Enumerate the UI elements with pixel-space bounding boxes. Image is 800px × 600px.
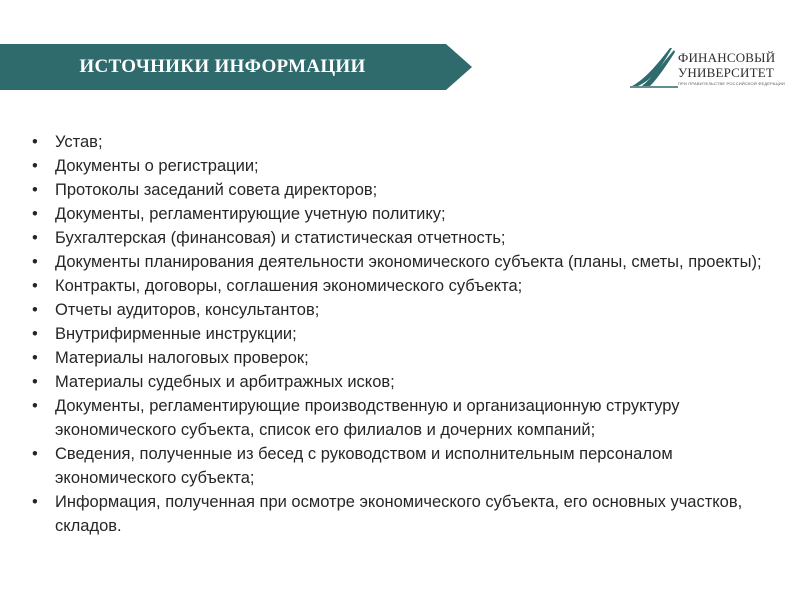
logo-text-line3: ПРИ ПРАВИТЕЛЬСТВЕ РОССИЙСКОЙ ФЕДЕРАЦИИ <box>678 81 785 86</box>
list-item: • Материалы судебных и арбитражных исков; <box>30 370 770 394</box>
list-item: • Внутрифирменные инструкции; <box>30 322 770 346</box>
list-item: • Документы, регламентирующие учетную политику; <box>30 202 770 226</box>
list-item: • Документы, регламентирующие производственную и организационную структуру экономического субъекта, список его филиалов и дочерних компаний; <box>30 394 770 442</box>
list-item: • Документы планирования деятельности экономического субъекта (планы, сметы, проекты); <box>30 250 770 274</box>
university-emblem-icon <box>630 44 678 92</box>
list-item: • Контракты, договоры, соглашения экономического субъекта; <box>30 274 770 298</box>
page-title: ИСТОЧНИКИ ИНФОРМАЦИИ <box>79 56 366 77</box>
logo-text-line2: УНИВЕРСИТЕТ <box>678 65 775 80</box>
list-item: • Документы о регистрации; <box>30 154 770 178</box>
list-item: • Отчеты аудиторов, консультантов; <box>30 298 770 322</box>
list-item: • Устав; <box>30 130 770 154</box>
list-item: • Протоколы заседаний совета директоров; <box>30 178 770 202</box>
list-item: • Материалы налоговых проверок; <box>30 346 770 370</box>
logo-text-line1: ФИНАНСОВЫЙ <box>678 50 776 65</box>
list-item: • Информация, полученная при осмотре экономического субъекта, его основных участков, складов. <box>30 490 770 538</box>
sources-list <box>30 130 770 538</box>
university-logo <box>630 44 790 92</box>
title-banner <box>0 44 472 90</box>
list-item: • Бухгалтерская (финансовая) и статистическая отчетность; <box>30 226 770 250</box>
list-item: • Сведения, полученные из бесед с руководством и исполнительным персоналом экономического субъекта; <box>30 442 770 490</box>
